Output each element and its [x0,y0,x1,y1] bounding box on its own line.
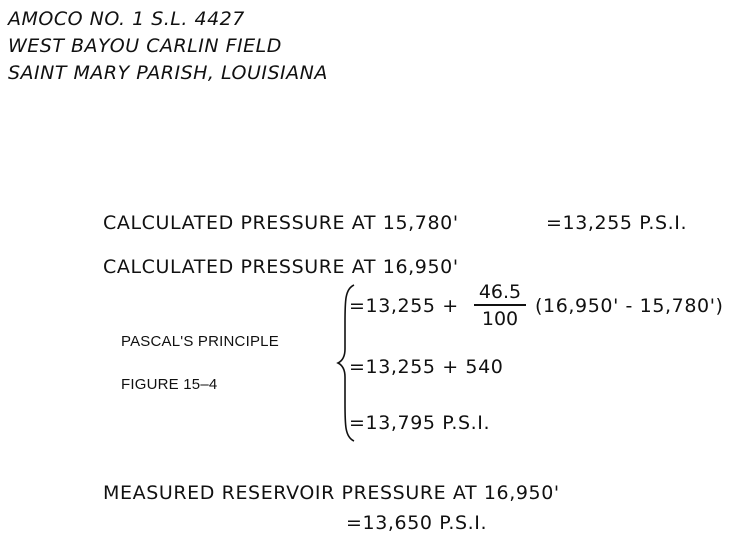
header-line-parish: SAINT MARY PARISH, LOUISIANA [8,62,328,84]
eq3: =13,795 P.S.I. [349,412,491,434]
header-line-well: AMOCO NO. 1 S.L. 4427 [8,8,245,30]
figure-reference-note: FIGURE 15–4 [121,376,218,393]
fraction-denominator: 100 [481,308,519,330]
eq2: =13,255 + 540 [349,356,504,378]
measured-label: MEASURED RESERVOIR PRESSURE AT 16,950' [103,482,560,504]
fraction-bar [474,304,526,306]
pascal-principle-note: PASCAL'S PRINCIPLE [121,333,279,350]
eq1-suffix: (16,950' - 15,780') [535,295,724,317]
eq1-prefix: =13,255 + [349,295,459,317]
calc1-value: =13,255 P.S.I. [546,212,688,234]
header-line-field: WEST BAYOU CARLIN FIELD [8,35,282,57]
fraction [474,281,526,330]
measured-value: =13,650 P.S.I. [346,512,488,534]
calc1-label: CALCULATED PRESSURE AT 15,780' [103,212,459,234]
fraction-numerator: 46.5 [478,281,522,303]
calc2-label: CALCULATED PRESSURE AT 16,950' [103,256,459,278]
